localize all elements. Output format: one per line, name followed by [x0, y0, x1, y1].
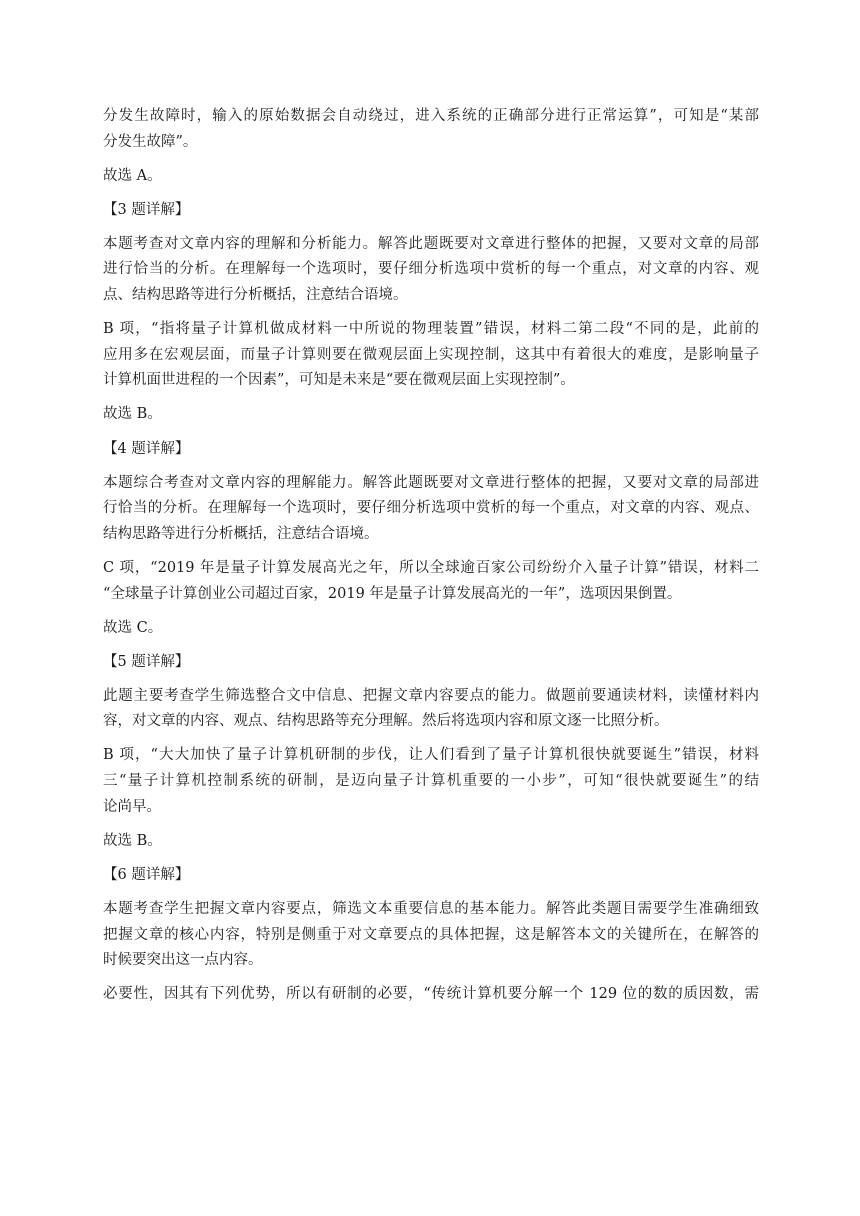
text-line: 容，对文章的内容、观点、结构思路等充分理解。然后将选项内容和原文逐一比照分析。 [103, 713, 669, 730]
text-line: 故选 A。 [103, 167, 162, 184]
text-line: “全球量子计算创业公司超过百家，2019 年是量子计算发展高光的一年”，选项因果倒置。 [103, 585, 682, 602]
text-line: 计算机面世进程的一个因素”，可知是未来是“要在微观层面上实现控制”。 [103, 372, 575, 389]
text-line: 故选 B。 [103, 832, 162, 849]
section-heading: 【3 题详解】 [103, 201, 190, 218]
text-line: 此题主要考查学生筛选整合文中信息、把握文章内容要点的能力。做题前要通读材料，读懂材料内 [103, 687, 759, 704]
section-heading: 【4 题详解】 [103, 440, 190, 457]
text-line: 故选 B。 [103, 406, 162, 423]
text-line: 必要性，因其有下列优势，所以有研制的必要，“传统计算机要分解一个 129 位的数的质因数，需 [103, 986, 759, 1003]
text-line: C 项，“2019 年是量子计算发展高光之年，所以全球逾百家公司纷纷介入量子计算”错误，材料二 [103, 559, 759, 576]
text-line: 三“量子计算机控制系统的研制，是迈向量子计算机重要的一小步”，可知“很快就要诞生”的结 [103, 773, 759, 790]
text-line: B 项，“大大加快了量子计算机研制的步伐，让人们看到了量子计算机很快就要诞生”错误，材料 [103, 747, 759, 764]
text-line: 进行恰当的分析。在理解每一个选项时，要仔细分析选项中赏析的每一个重点，对文章的内容、观 [103, 261, 759, 278]
text-line: 点、结构思路等进行分析概括，注意结合语境。 [103, 287, 408, 304]
document-page [103, 104, 759, 1008]
text-line: 论尚早。 [103, 798, 161, 815]
text-line: 分发生故障时，输入的原始数据会自动绕过，进入系统的正确部分进行正常运算”，可知是“某部 [103, 108, 759, 124]
text-line: 本题考查学生把握文章内容要点，筛选文本重要信息的基本能力。解答此类题目需要学生准确细致 [103, 900, 759, 917]
text-line: 故选 C。 [103, 619, 163, 636]
text-line: 本题综合考查对文章内容的理解能力。解答此题既要对文章进行整体的把握，又要对文章的局部进 [103, 474, 759, 491]
text-line: 应用多在宏观层面，而量子计算则要在微观层面上实现控制，这其中有着很大的难度，是影响量子 [103, 346, 759, 363]
text-line: 分发生故障”。 [103, 133, 198, 150]
section-heading: 【5 题详解】 [103, 653, 190, 670]
text-line: 结构思路等进行分析概括，注意结合语境。 [103, 525, 379, 542]
text-line: 时候要突出这一点内容。 [103, 952, 263, 969]
text-line: B 项，“指将量子计算机做成材料一中所说的物理装置”错误，材料二第二段“不同的是，此前的 [103, 321, 759, 338]
text-line: 本题考查对文章内容的理解和分析能力。解答此题既要对文章进行整体的把握，又要对文章的局部 [103, 235, 759, 252]
section-heading: 【6 题详解】 [103, 866, 190, 883]
text-line: 把握文章的核心内容，特别是侧重于对文章要点的具体把握，这是解答本文的关键所在，在解答的 [103, 926, 759, 943]
text-line: 行恰当的分析。在理解每一个选项时，要仔细分析选项中赏析的每一个重点，对文章的内容、观点、 [103, 500, 759, 517]
